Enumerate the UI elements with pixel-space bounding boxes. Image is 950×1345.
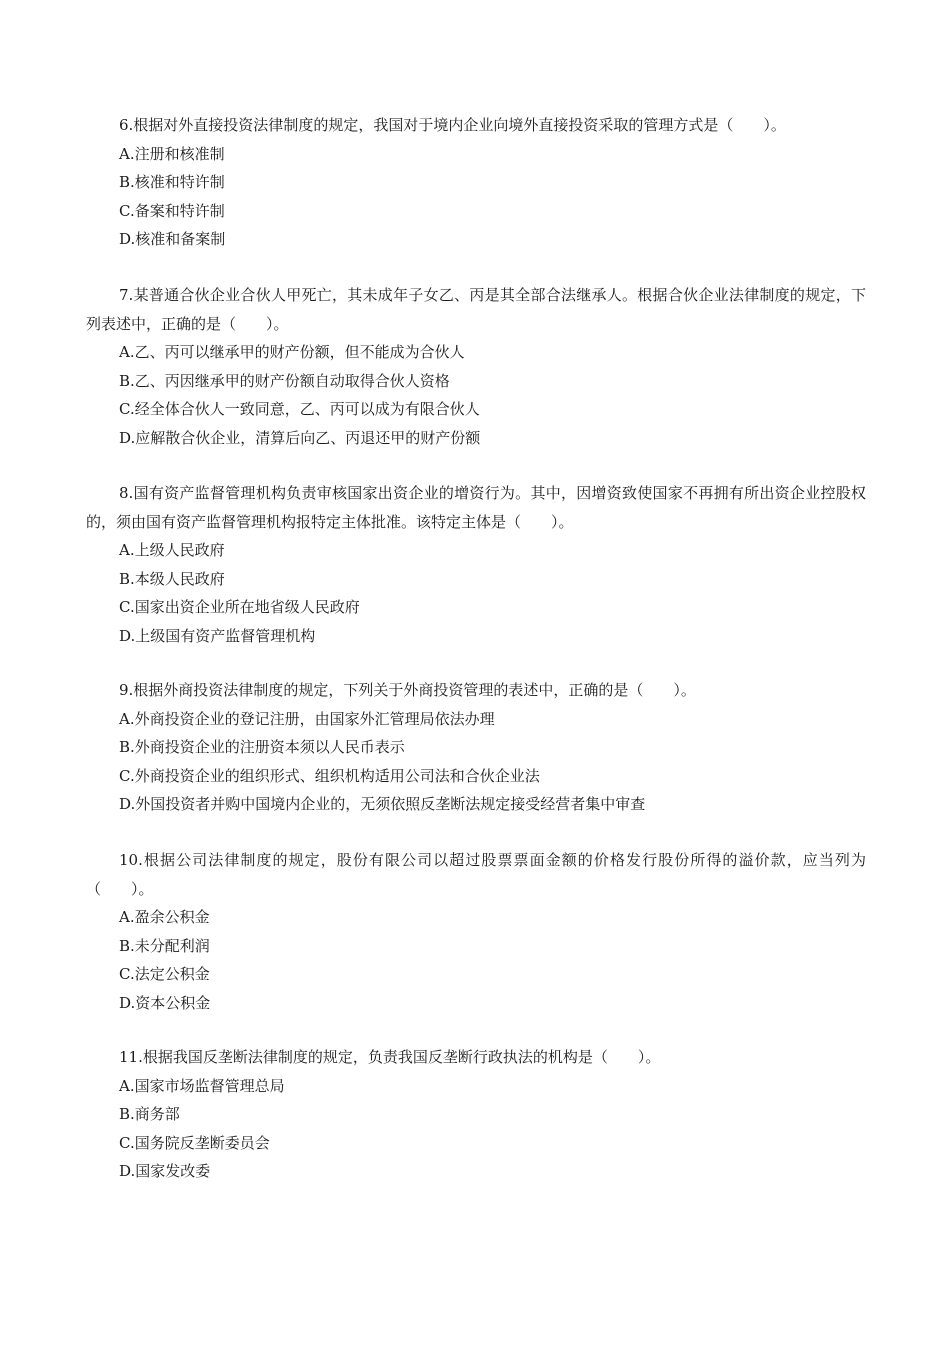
option-d: D.应解散合伙企业，清算后向乙、丙退还甲的财产份额	[119, 428, 481, 447]
option-d: D.上级国有资产监督管理机构	[119, 626, 316, 645]
option-a: A.外商投资企业的登记注册，由国家外汇管理局依法办理	[119, 709, 495, 728]
option-c: C.法定公积金	[119, 965, 210, 983]
option-b: B.商务部	[119, 1105, 180, 1123]
option-b: B.核准和特许制	[119, 173, 225, 191]
option-b: B.本级人民政府	[119, 569, 225, 588]
question-6	[86, 111, 866, 254]
option-a: A.乙、丙可以继承甲的财产份额，但不能成为合伙人	[119, 343, 465, 361]
option-d: D.核准和备案制	[119, 230, 226, 248]
option-b: B.外商投资企业的注册资本须以人民币表示	[119, 738, 405, 756]
question-10	[86, 846, 866, 1017]
question-stem: 9.根据外商投资法律制度的规定，下列关于外商投资管理的表述中，正确的是（ ）。	[119, 681, 696, 699]
option-d: D.外国投资者并购中国境内企业的，无须依照反垄断法规定接受经营者集中审查	[119, 795, 646, 813]
option-c: C.备案和特许制	[119, 201, 225, 220]
option-b: B.乙、丙因继承甲的财产份额自动取得合伙人资格	[119, 371, 450, 390]
question-stem: 10.根据公司法律制度的规定，股份有限公司以超过股票票面金额的价格发行股份所得的溢价款，应当列为（ ）。	[86, 851, 866, 898]
option-c: C.外商投资企业的组织形式、组织机构适用公司法和合伙企业法	[119, 766, 540, 785]
option-a: A.注册和核准制	[119, 144, 225, 163]
option-d: D.国家发改委	[119, 1162, 211, 1180]
option-c: C.国家出资企业所在地省级人民政府	[119, 598, 360, 616]
question-8	[86, 479, 866, 650]
question-11	[86, 1043, 866, 1186]
option-c: C.经全体合伙人一致同意，乙、丙可以成为有限合伙人	[119, 400, 480, 418]
option-b: B.未分配利润	[119, 936, 210, 955]
option-a: A.上级人民政府	[119, 541, 225, 559]
question-stem: 8.国有资产监督管理机构负责审核国家出资企业的增资行为。其中，因增资致使国家不再拥有所出资企业控股权的，须由国有资产监督管理机构报特定主体批准。该特定主体是（ ）。	[86, 484, 866, 531]
question-7	[86, 281, 866, 452]
option-c: C.国务院反垄断委员会	[119, 1133, 270, 1152]
option-a: A.国家市场监督管理总局	[119, 1076, 285, 1095]
question-stem: 7.某普通合伙企业合伙人甲死亡，其未成年子女乙、丙是其全部合法继承人。根据合伙企业法律制度的规定，下列表述中，正确的是（ ）。	[86, 286, 866, 333]
question-stem: 6.根据对外直接投资法律制度的规定，我国对于境内企业向境外直接投资采取的管理方式是（ ）。	[119, 116, 786, 134]
question-9	[86, 676, 866, 819]
option-d: D.资本公积金	[119, 993, 211, 1012]
question-stem: 11.根据我国反垄断法律制度的规定，负责我国反垄断行政执法的机构是（ ）。	[119, 1048, 661, 1066]
option-a: A.盈余公积金	[119, 908, 210, 926]
